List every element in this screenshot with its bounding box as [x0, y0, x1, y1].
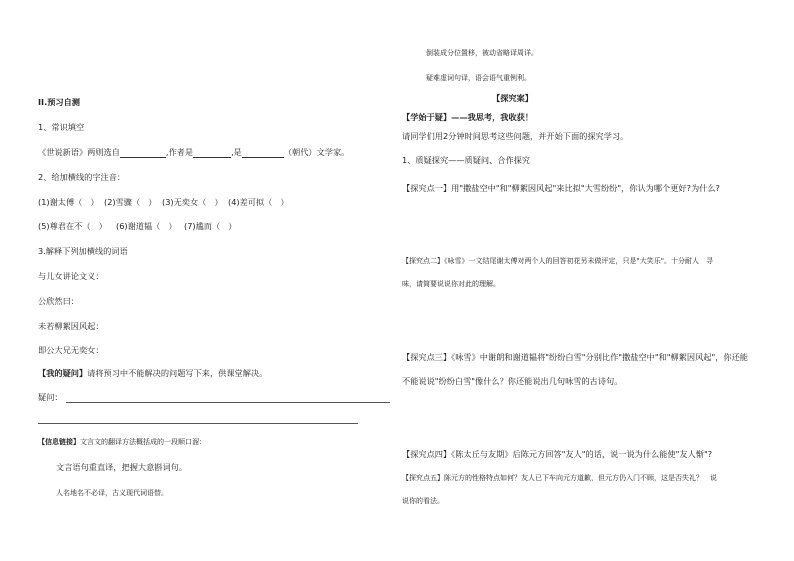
- doubt-answer-line[interactable]: [66, 402, 390, 403]
- pinyin-item[interactable]: (1)谢太傅（ ）: [38, 197, 99, 207]
- info-label: 【信息链接】: [38, 438, 80, 446]
- q1-part-c: ,是: [231, 147, 242, 157]
- q1-fill-line: [38, 147, 349, 158]
- my-question-text: 请将预习中不能解决的问题写下来，供课堂解决。: [87, 368, 268, 378]
- start-label: 【学始于疑】: [402, 112, 452, 122]
- rhyme-line: 倒装成分位置移，被动省略译周详。: [426, 49, 538, 57]
- rhyme-line: 文言语句重直译，把握大意斟词句。: [56, 462, 188, 472]
- q3-item[interactable]: 公欣然曰：: [38, 296, 79, 306]
- q1-part-a: 《世说新语》两则选自: [38, 147, 120, 157]
- start-line: [402, 112, 533, 123]
- doubt-answer-line-2[interactable]: [38, 423, 358, 424]
- blank-author[interactable]: [193, 148, 231, 158]
- q3-item[interactable]: 即公大兄无奕女：: [38, 345, 104, 355]
- info-line: [38, 437, 206, 448]
- blank-source[interactable]: [120, 148, 166, 158]
- q1-title: 1、常识填空: [38, 122, 85, 132]
- q3-item[interactable]: 未若柳絮因风起：: [38, 321, 104, 331]
- my-question-label: 【我的疑问】: [38, 368, 88, 378]
- explore-point-2-cont: 味，请简要说说你对此的理解。: [402, 280, 500, 288]
- explore-point-5: 【探究点五】陈元方的性格特点如何？友人已下车向元方道歉，但元方仍入门不顾，这是否失礼？ 说: [402, 474, 717, 482]
- explore-point-3-cont: 不能说说"纷纷白雪"像什么？你还能说出几句咏雪的古诗句。: [402, 376, 623, 386]
- explore-point-5-cont: 说你的看法。: [402, 497, 444, 505]
- blank-dynasty[interactable]: [242, 148, 284, 158]
- q2-row1: [38, 197, 289, 208]
- section-heading: 1、质疑探究——质疑问、合作探究: [402, 155, 531, 165]
- explore-title: 【探究案】: [492, 93, 533, 103]
- instruction: 请同学们用2分钟时间思考这些问题，并开始下面的探究学习。: [402, 131, 629, 141]
- q3-item[interactable]: 与儿女讲论文义：: [38, 271, 104, 281]
- q1-part-b: ,作者是: [165, 147, 194, 157]
- explore-point-2: 【探究点二】《咏雪》一文结尾谢太傅对两个人的回答初花另未做评定，只是"大笑乐"。十分耐人 寻: [402, 257, 713, 265]
- info-text: 文言文的翻译方法概括成的一段顺口溜：: [80, 438, 206, 446]
- pinyin-item[interactable]: (7)尴而（ ）: [184, 221, 237, 231]
- pinyin-item[interactable]: (6)谢道韫（ ）: [116, 221, 177, 231]
- pinyin-item[interactable]: (2)雪骤（ ）: [104, 197, 157, 207]
- start-text: ——我思考，我收获！: [451, 112, 534, 122]
- explore-point-3: 【探究点三】《咏雪》中谢朗和谢道韫将"纷纷白雪"分别比作"撒盐空中"和"柳絮因风起"，你还能: [402, 352, 748, 362]
- explore-point-1: 【探究点一】用"撒盐空中"和"柳絮因风起"来比拟"大雪纷纷"，你认为哪个更好?为什么?: [402, 183, 720, 193]
- section-title: II.预习自测: [38, 97, 80, 107]
- doubt-label: 疑问：: [38, 392, 63, 402]
- q2-title: 2、给加横线的字注音：: [38, 172, 126, 182]
- rhyme-line: 疑难虚词句译，语会语气重例利。: [426, 74, 531, 82]
- q3-title: 3.解释下列加横线的词语: [38, 246, 128, 256]
- explore-point-4: 【探究点四】《陈太丘与友期》后陈元方回答"友人"的话，说一说为什么能使"友人惭"?: [402, 449, 713, 459]
- pinyin-item[interactable]: (5)尊君在不（ ）: [38, 221, 107, 231]
- q2-row2: [38, 221, 237, 232]
- pinyin-item[interactable]: (3)无奕女（ ）: [162, 197, 223, 207]
- my-question-line: [38, 368, 267, 379]
- rhyme-line: 人名地名不必译，古义现代词语替。: [56, 489, 168, 497]
- pinyin-item[interactable]: (4)差可拟（ ）: [228, 197, 289, 207]
- q1-part-d: （朝代）文学家。: [283, 147, 350, 157]
